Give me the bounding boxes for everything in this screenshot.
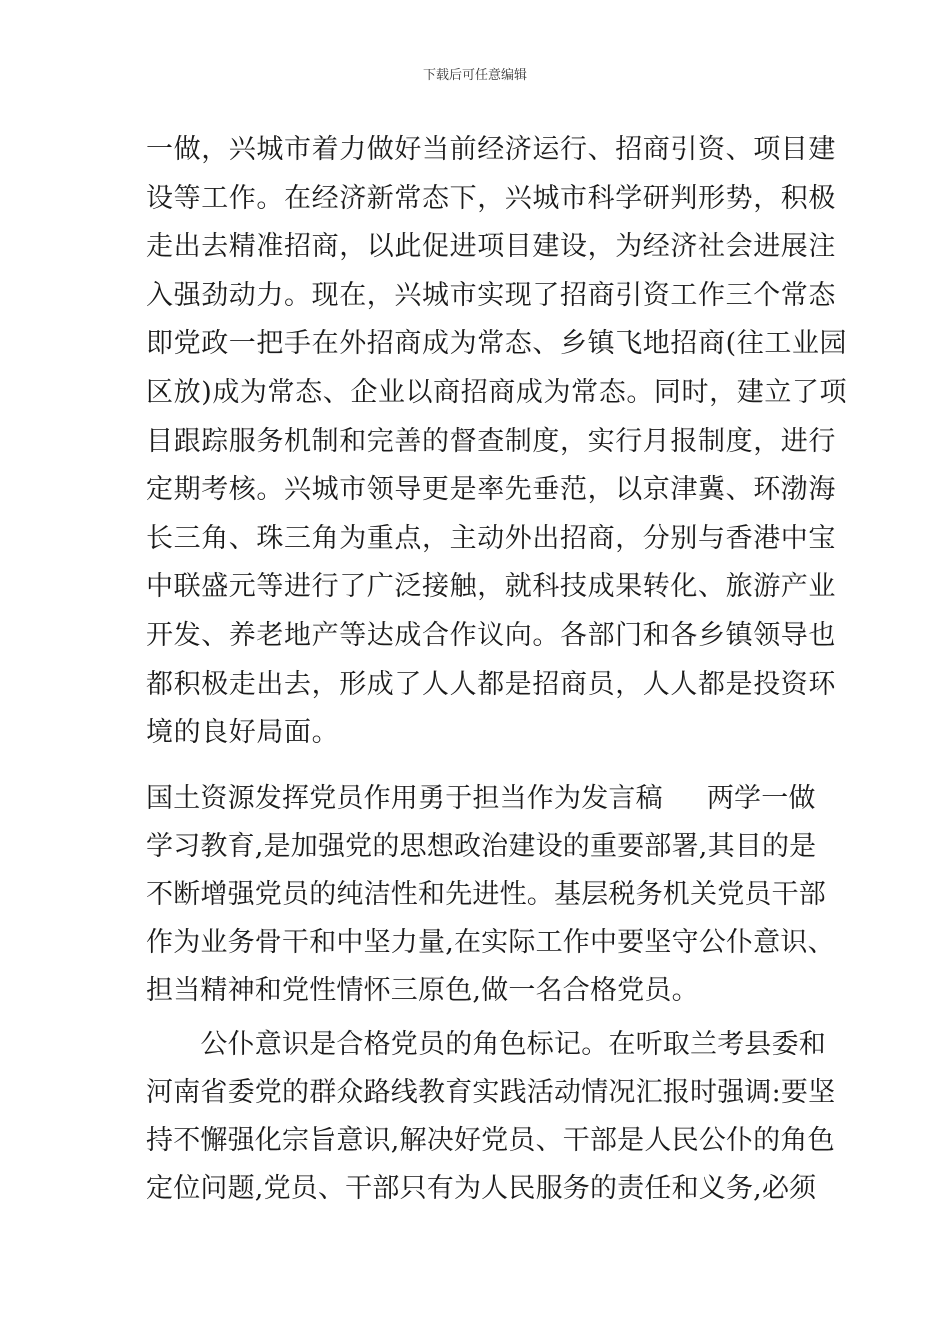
text-line: 持不懈强化宗旨意识,解决好党员、干部是人民公仆的角色	[146, 1125, 835, 1156]
text-line: 目跟踪服务机制和完善的督查制度，实行月报制度，进行	[146, 425, 836, 457]
text-line: 学习教育,是加强党的思想政治建设的重要部署,其目的是	[146, 831, 817, 862]
text-line: 担当精神和党性情怀三原色,做一名合格党员。	[146, 975, 699, 1006]
text-line: 中联盛元等进行了广泛接触，就科技成果转化、旅游产业	[146, 571, 836, 603]
text-line: 公仆意识是合格党员的角色标记。在听取兰考县委和	[146, 1029, 826, 1060]
text-line: 长三角、珠三角为重点，主动外出招商，分别与香港中宝	[146, 522, 836, 554]
text-line: 走出去精准招商，以此促进项目建设，为经济社会进展注	[146, 231, 836, 263]
paragraph-investment	[146, 126, 847, 758]
text-line: 境的良好局面。	[146, 717, 340, 749]
text-line: 作为业务骨干和中坚力量,在实际工作中要坚守公仆意识、	[146, 927, 835, 958]
text-line: 不断增强党员的纯洁性和先进性。基层税务机关党员干部	[146, 879, 826, 910]
speech-first-line	[146, 775, 835, 823]
text-line: 开发、养老地产等达成合作议向。各部门和各乡镇领导也	[146, 619, 836, 651]
speech-first-line-rest: 两学一做	[706, 783, 816, 814]
paragraph-speech	[146, 775, 835, 1015]
text-line: 入强劲动力。现在，兴城市实现了招商引资工作三个常态	[146, 279, 836, 311]
text-line: 河南省委党的群众路线教育实践活动情况汇报时强调:要坚	[146, 1077, 836, 1108]
text-line: 设等工作。在经济新常态下，兴城市科学研判形势，积极	[146, 182, 836, 214]
paragraph-public-servant	[146, 1021, 835, 1213]
text-line: 都积极走出去，形成了人人都是招商员，人人都是投资环	[146, 668, 836, 700]
text-line: 区放)成为常态、企业以商招商成为常态。同时，建立了项	[146, 376, 848, 408]
text-line: 定期考核。兴城市领导更是率先垂范，以京津冀、环渤海	[146, 474, 836, 506]
text-line: 即党政一把手在外招商成为常态、乡镇飞地招商(往工业园	[146, 328, 848, 360]
page-header-note: 下载后可任意编辑	[422, 68, 527, 83]
speech-title: 国土资源发挥党员作用勇于担当作为发言稿	[146, 783, 663, 814]
text-line: 一做，兴城市着力做好当前经济运行、招商引资、项目建	[146, 134, 836, 165]
text-line: 定位问题,党员、干部只有为人民服务的责任和义务,必须	[146, 1173, 817, 1204]
